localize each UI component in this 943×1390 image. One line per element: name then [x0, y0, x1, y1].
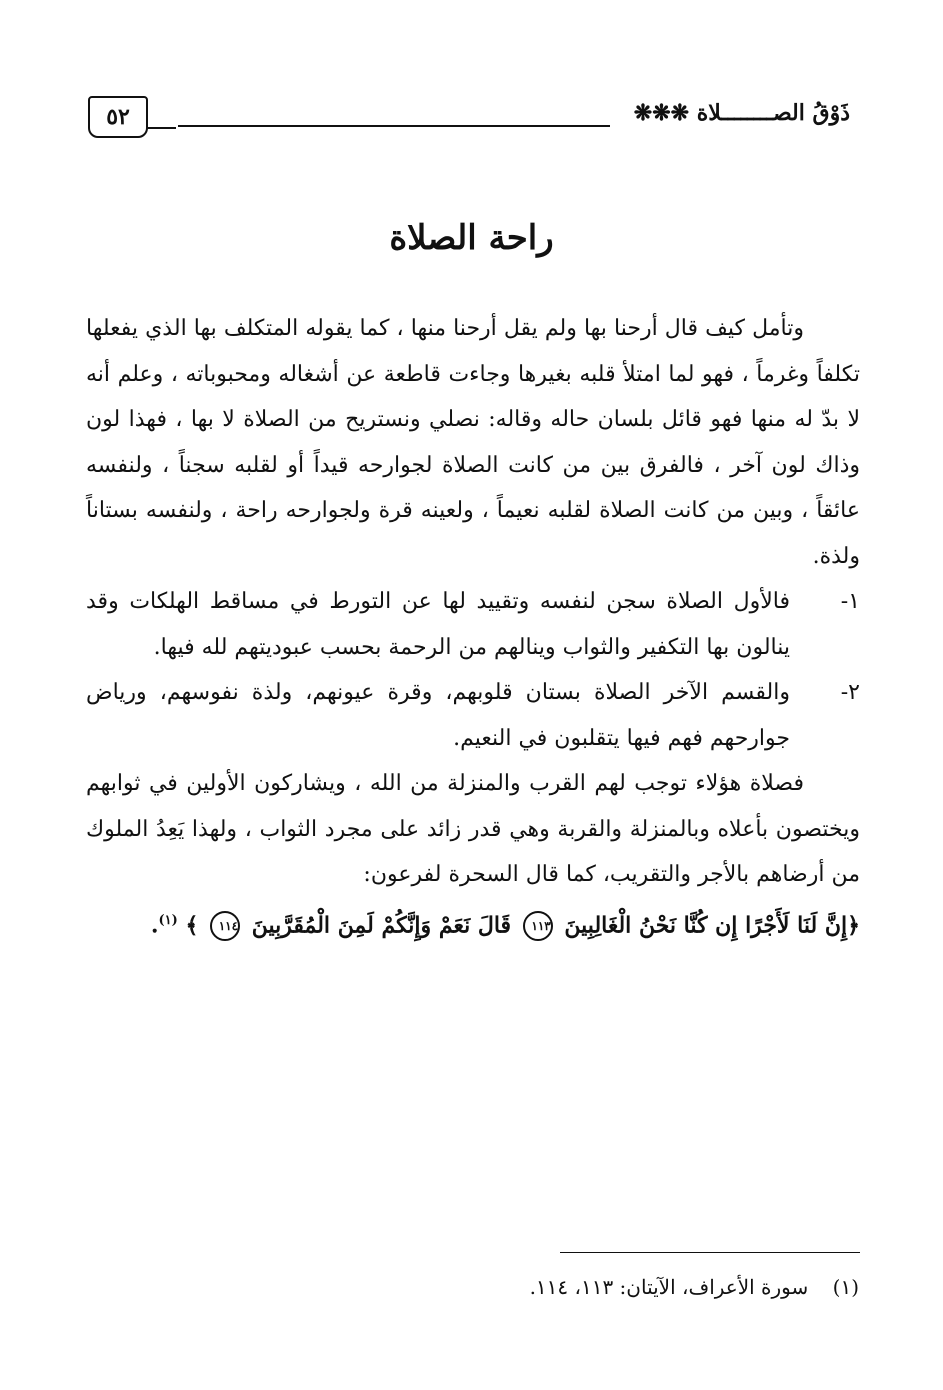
list-item-number: ١-	[840, 589, 860, 614]
quran-end-punctuation: .	[150, 911, 159, 938]
page-header	[78, 92, 850, 144]
quran-verse	[86, 898, 860, 949]
section-title: راحة الصلاة	[389, 218, 554, 258]
footnote-reference: (١)	[158, 912, 178, 928]
intro-paragraph: وتأمل كيف قال أرحنا بها ولم يقل أرحنا منها ، كما يقوله المتكلف بها الذي يفعلها تكلفاً وغرماً ، فهو لما امتلأ قلبه بغيرها وجاءت قاطعة عن أشغاله ومحبوباته ، وعلم أنه لا بدّ له منها فهو قائل بلسان حاله وقاله: نصلي ونستريح من الصلاة لا بها ، فهذا لون وذاك لون آخر ، فالفرق بين من كانت الصلاة لجوارحه قيداً أو لقلبه سجناً ، ولنفسه عائقاً ، وبين من كانت الصلاة لقلبه نعيماً ، ولعينه قرة ولجوارحه راحة ، ولنفسه بستاناً ولذة.	[86, 316, 860, 569]
quran-verse-part-2: قَالَ نَعَمْ وَإِنَّكُمْ لَمِنَ الْمُقَرَّبِينَ	[251, 911, 512, 938]
header-rule	[178, 125, 610, 127]
list-item-number: ٢-	[840, 680, 860, 705]
list-item	[86, 579, 860, 670]
running-title: ذَوْقُ الصــــــــلاة ❋❋❋	[633, 100, 850, 126]
quran-verse-part-1: إِنَّ لَنَا لَأَجْرًا إِن كُنَّا نَحْنُ الْغَالِبِينَ	[564, 911, 848, 938]
list-item	[86, 670, 860, 761]
closing-paragraph: فصلاة هؤلاء توجب لهم القرب والمنزلة من الله ، ويشاركون الأولين في ثوابهم ويختصون بأعلاه وبالمنزلة والقربة وهي قدر زائد على مجرد الثواب ، ولهذا يَعِدُ الملوك من أرضاهم بالأجر والتقريب، كما قال السحرة لفرعون:	[86, 771, 860, 887]
quran-close-bracket: ﴾	[185, 911, 199, 938]
footnote-text: سورة الأعراف، الآيتان: ١١٣، ١١٤.	[529, 1275, 809, 1299]
quran-open-bracket: ﴿	[847, 911, 860, 938]
footnote-separator	[560, 1252, 860, 1253]
verse-number-marker: ١١٣	[523, 911, 553, 941]
verse-number-marker: ١١٤	[210, 911, 240, 941]
footnote	[530, 1275, 859, 1299]
list-item-text: فالأول الصلاة سجن لنفسه وتقييد لها عن التورط في مساقط الهلكات وقد ينالون بها التكفير والثواب وينالهم من الرحمة بحسب عبوديتهم لله فيها.	[86, 589, 790, 660]
body-text	[86, 306, 860, 948]
page-number: ٥٢	[88, 96, 148, 138]
footnote-number: (١)	[832, 1275, 859, 1299]
list-item-text: والقسم الآخر الصلاة بستان قلوبهم، وقرة عيونهم، ولذة نفوسهم، ورياض جوارحهم فهم فيها يتقلبون في النعيم.	[86, 680, 790, 751]
numbered-list	[86, 579, 860, 761]
